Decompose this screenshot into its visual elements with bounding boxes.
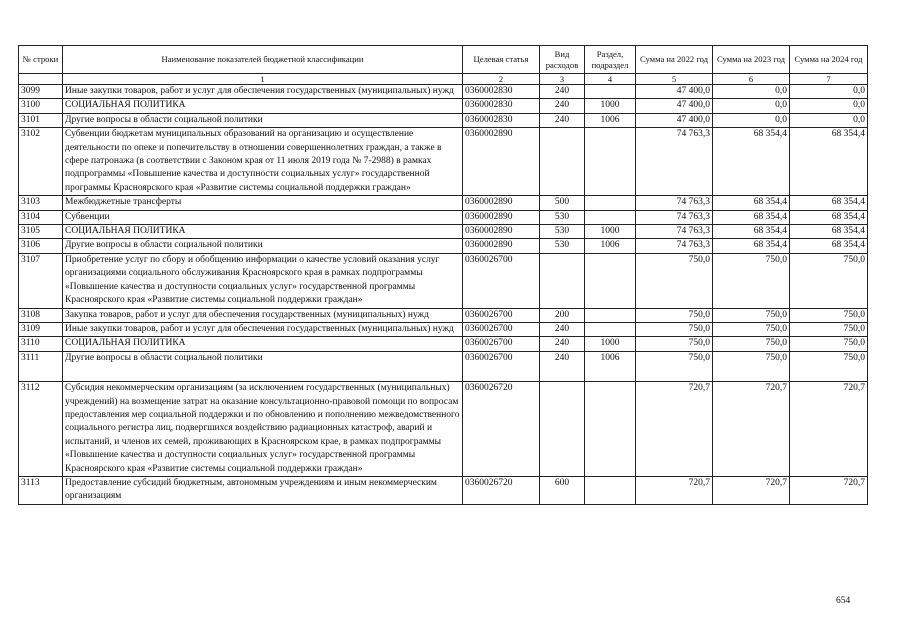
row-number: 3100 xyxy=(19,99,63,113)
colnum-2: 2 xyxy=(463,74,540,85)
row-target-article: 0360026700 xyxy=(463,253,540,308)
row-sum-2023: 750,0 xyxy=(713,337,790,351)
row-sum-2024: 750,0 xyxy=(790,322,868,336)
row-expense-type xyxy=(540,382,585,477)
table-row xyxy=(19,351,868,381)
row-name: Иные закупки товаров, работ и услуг для обеспечения государственных (муниципальных) нужд xyxy=(63,85,463,99)
row-sum-2024: 720,7 xyxy=(790,476,868,504)
row-expense-type: 240 xyxy=(540,351,585,381)
row-sum-2024: 750,0 xyxy=(790,351,868,381)
table-row xyxy=(19,253,868,308)
row-section: 1000 xyxy=(585,225,636,239)
row-number: 3103 xyxy=(19,196,63,210)
row-expense-type: 240 xyxy=(540,113,585,127)
header-name: Наименование показателей бюджетной классификации xyxy=(63,46,463,74)
row-sum-2023: 68 354,4 xyxy=(713,239,790,253)
row-name: Другие вопросы в области социальной политики xyxy=(63,351,463,381)
row-sum-2023: 68 354,4 xyxy=(713,196,790,210)
table-row xyxy=(19,128,868,196)
table-row xyxy=(19,99,868,113)
table-row xyxy=(19,113,868,127)
row-target-article: 0360002890 xyxy=(463,128,540,196)
colnum-1: 1 xyxy=(63,74,463,85)
row-name: СОЦИАЛЬНАЯ ПОЛИТИКА xyxy=(63,337,463,351)
table-row xyxy=(19,337,868,351)
budget-table xyxy=(18,45,868,505)
row-sum-2024: 750,0 xyxy=(790,337,868,351)
row-number: 3105 xyxy=(19,225,63,239)
row-number: 3099 xyxy=(19,85,63,99)
row-sum-2022: 750,0 xyxy=(636,351,713,381)
table-row xyxy=(19,85,868,99)
row-name: СОЦИАЛЬНАЯ ПОЛИТИКА xyxy=(63,99,463,113)
row-section xyxy=(585,322,636,336)
row-target-article: 0360002890 xyxy=(463,239,540,253)
header-sum-2024: Сумма на 2024 год xyxy=(790,46,868,74)
row-sum-2022: 74 763,3 xyxy=(636,225,713,239)
row-name: Субсидия некоммерческим организациям (за исключением государственных (муниципальных) учреждений) на возмещение затрат на оказание консультационно-правовой помощи по вопросам предоставления мер социальной поддержки и по обновлению и пополнению межведомственного социального регистра лиц, подвергшихся воздействию радиационных катастроф, аварий и испытаний, и членов их семей, проживающих в Красноярском крае, в рамках подпрограммы «Повышение качества и доступности социальных услуг» государственной программы Красноярского края «Развитие системы социальной поддержки граждан» xyxy=(63,382,463,477)
row-section xyxy=(585,196,636,210)
row-expense-type: 530 xyxy=(540,225,585,239)
row-sum-2024: 750,0 xyxy=(790,253,868,308)
row-sum-2023: 750,0 xyxy=(713,253,790,308)
row-sum-2023: 68 354,4 xyxy=(713,128,790,196)
row-name: Другие вопросы в области социальной политики xyxy=(63,113,463,127)
row-expense-type: 240 xyxy=(540,322,585,336)
table-row xyxy=(19,210,868,224)
colnum-3: 3 xyxy=(540,74,585,85)
row-target-article: 0360002890 xyxy=(463,196,540,210)
table-row xyxy=(19,382,868,477)
row-name: Приобретение услуг по сбору и обобщению информации о качестве условий оказания услуг организациями социального обслуживания Красноярского края в рамках подпрограммы «Повышение качества и доступности социальных услуг» государственной программы Красноярского края «Развитие системы социальной поддержки граждан» xyxy=(63,253,463,308)
row-number: 3109 xyxy=(19,322,63,336)
row-section xyxy=(585,85,636,99)
table-row xyxy=(19,225,868,239)
row-expense-type: 240 xyxy=(540,99,585,113)
row-number: 3102 xyxy=(19,128,63,196)
row-section: 1006 xyxy=(585,239,636,253)
row-sum-2023: 750,0 xyxy=(713,322,790,336)
row-sum-2022: 720,7 xyxy=(636,382,713,477)
header-sum-2023: Сумма на 2023 год xyxy=(713,46,790,74)
row-number: 3107 xyxy=(19,253,63,308)
row-section: 1000 xyxy=(585,99,636,113)
row-sum-2022: 47 400,0 xyxy=(636,113,713,127)
row-sum-2022: 750,0 xyxy=(636,337,713,351)
row-sum-2022: 74 763,3 xyxy=(636,196,713,210)
row-target-article: 0360002890 xyxy=(463,225,540,239)
colnum-5: 5 xyxy=(636,74,713,85)
row-sum-2022: 720,7 xyxy=(636,476,713,504)
row-target-article: 0360002830 xyxy=(463,85,540,99)
row-sum-2023: 0,0 xyxy=(713,99,790,113)
row-sum-2023: 720,7 xyxy=(713,382,790,477)
row-sum-2023: 720,7 xyxy=(713,476,790,504)
row-section xyxy=(585,210,636,224)
row-target-article: 0360026700 xyxy=(463,322,540,336)
row-expense-type: 530 xyxy=(540,210,585,224)
colnum-6: 6 xyxy=(713,74,790,85)
row-section: 1006 xyxy=(585,351,636,381)
row-section: 1000 xyxy=(585,337,636,351)
row-sum-2022: 750,0 xyxy=(636,308,713,322)
page-number: 654 xyxy=(836,596,851,606)
row-sum-2024: 0,0 xyxy=(790,99,868,113)
row-section xyxy=(585,128,636,196)
row-expense-type: 530 xyxy=(540,239,585,253)
row-sum-2023: 0,0 xyxy=(713,85,790,99)
row-sum-2024: 68 354,4 xyxy=(790,225,868,239)
row-name: Иные закупки товаров, работ и услуг для обеспечения государственных (муниципальных) нужд xyxy=(63,322,463,336)
row-name: Субвенции xyxy=(63,210,463,224)
row-name: Другие вопросы в области социальной политики xyxy=(63,239,463,253)
header-sum-2022: Сумма на 2022 год xyxy=(636,46,713,74)
row-sum-2022: 74 763,3 xyxy=(636,239,713,253)
row-section xyxy=(585,253,636,308)
row-sum-2024: 0,0 xyxy=(790,85,868,99)
header-code: Целевая статья xyxy=(463,46,540,74)
table-header-row xyxy=(19,46,868,74)
row-sum-2023: 68 354,4 xyxy=(713,225,790,239)
row-name: Закупка товаров, работ и услуг для обеспечения государственных (муниципальных) нужд xyxy=(63,308,463,322)
row-expense-type: 240 xyxy=(540,337,585,351)
row-target-article: 0360002830 xyxy=(463,99,540,113)
row-name: СОЦИАЛЬНАЯ ПОЛИТИКА xyxy=(63,225,463,239)
row-section xyxy=(585,476,636,504)
row-sum-2023: 750,0 xyxy=(713,308,790,322)
row-target-article: 0360002830 xyxy=(463,113,540,127)
row-sum-2022: 74 763,3 xyxy=(636,128,713,196)
row-target-article: 0360002890 xyxy=(463,210,540,224)
table-row xyxy=(19,196,868,210)
row-sum-2023: 0,0 xyxy=(713,113,790,127)
row-number: 3104 xyxy=(19,210,63,224)
colnum-4: 4 xyxy=(585,74,636,85)
row-name: Предоставление субсидий бюджетным, автономным учреждениям и иным некоммерческим организациям xyxy=(63,476,463,504)
row-number: 3108 xyxy=(19,308,63,322)
row-target-article: 0360026700 xyxy=(463,308,540,322)
header-row-no: № строки xyxy=(19,46,63,74)
row-number: 3112 xyxy=(19,382,63,477)
row-expense-type xyxy=(540,253,585,308)
colnum-0 xyxy=(19,74,63,85)
row-sum-2023: 750,0 xyxy=(713,351,790,381)
row-sum-2024: 68 354,4 xyxy=(790,196,868,210)
table-row xyxy=(19,308,868,322)
row-sum-2024: 68 354,4 xyxy=(790,239,868,253)
row-expense-type: 240 xyxy=(540,85,585,99)
row-sum-2024: 68 354,4 xyxy=(790,128,868,196)
row-section xyxy=(585,308,636,322)
row-expense-type: 200 xyxy=(540,308,585,322)
row-number: 3106 xyxy=(19,239,63,253)
row-sum-2022: 47 400,0 xyxy=(636,99,713,113)
row-expense-type: 600 xyxy=(540,476,585,504)
row-sum-2022: 750,0 xyxy=(636,322,713,336)
row-target-article: 0360026720 xyxy=(463,476,540,504)
table-row xyxy=(19,476,868,504)
row-sum-2024: 0,0 xyxy=(790,113,868,127)
row-sum-2022: 750,0 xyxy=(636,253,713,308)
row-target-article: 0360026720 xyxy=(463,382,540,477)
row-sum-2024: 750,0 xyxy=(790,308,868,322)
row-sum-2023: 68 354,4 xyxy=(713,210,790,224)
table-row xyxy=(19,322,868,336)
row-name: Субвенции бюджетам муниципальных образований на организацию и осуществление деятельности по опеке и попечительству в отношении совершеннолетних граждан, а также в сфере патронажа (в соответствии с Законом края от 11 июля 2019 года № 7-2988) в рамках подпрограммы «Повышение качества и доступности социальных услуг» государственной программы Красноярского края «Развитие системы социальной поддержки граждан» xyxy=(63,128,463,196)
row-expense-type xyxy=(540,128,585,196)
row-section: 1006 xyxy=(585,113,636,127)
row-name: Межбюджетные трансферты xyxy=(63,196,463,210)
row-target-article: 0360026700 xyxy=(463,351,540,381)
colnum-7: 7 xyxy=(790,74,868,85)
row-number: 3110 xyxy=(19,337,63,351)
row-section xyxy=(585,382,636,477)
header-vid: Вид расходов xyxy=(540,46,585,74)
header-razd: Раздел, подраздел xyxy=(585,46,636,74)
row-sum-2024: 68 354,4 xyxy=(790,210,868,224)
row-expense-type: 500 xyxy=(540,196,585,210)
row-number: 3111 xyxy=(19,351,63,381)
row-sum-2022: 74 763,3 xyxy=(636,210,713,224)
column-numbers-row xyxy=(19,74,868,85)
table-row xyxy=(19,239,868,253)
row-number: 3101 xyxy=(19,113,63,127)
row-number: 3113 xyxy=(19,476,63,504)
row-sum-2022: 47 400,0 xyxy=(636,85,713,99)
row-target-article: 0360026700 xyxy=(463,337,540,351)
row-sum-2024: 720,7 xyxy=(790,382,868,477)
